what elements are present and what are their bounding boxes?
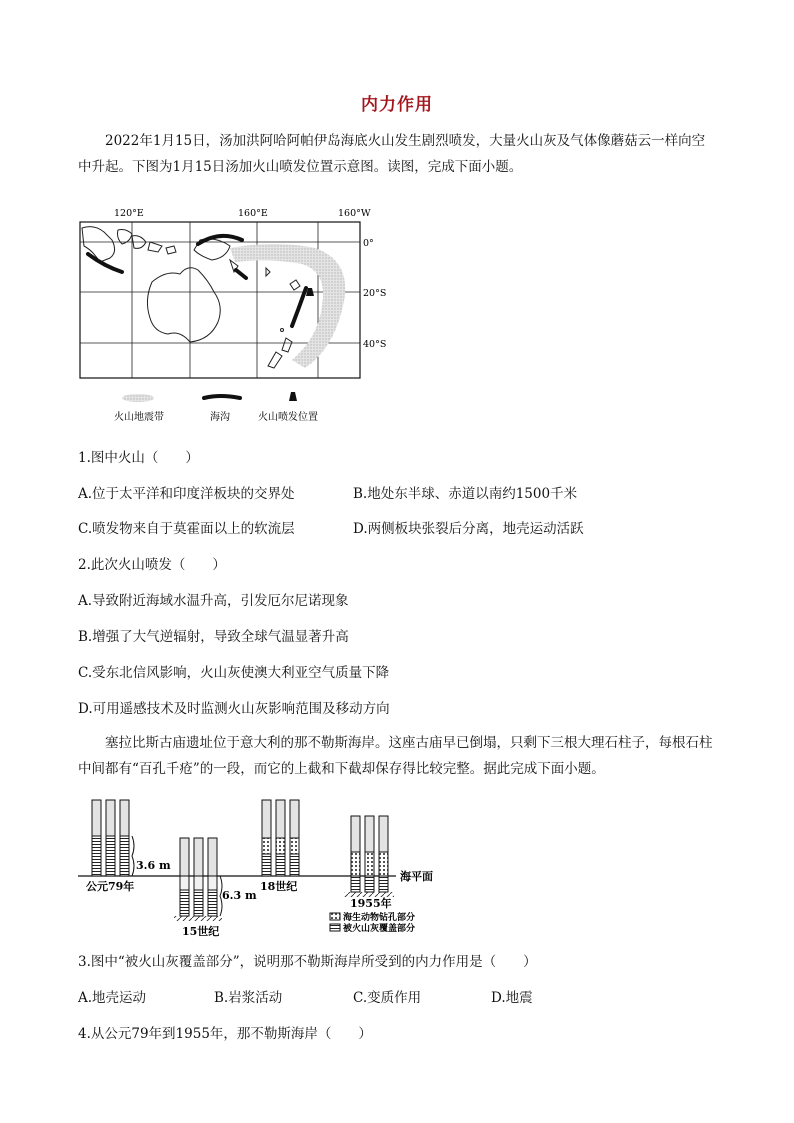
- q1-stem: 1.图中火山（ ）: [78, 450, 199, 466]
- q3-stem: 3.图中“被火山灰覆盖部分”，说明那不勒斯海岸所受到的内力作用是（ ）: [78, 954, 537, 970]
- lat-label-20s: 20°S: [363, 288, 387, 299]
- q3-option-c[interactable]: C.变质作用: [353, 990, 422, 1006]
- intro-paragraph-2: 塞拉比斯古庙遗址位于意大利的那不勒斯海岸。这座古庙早已倒塌，只剩下三根大理石柱子，每根石柱中间都有“百孔千疮”的一段，而它的上截和下截却保存得比较完整。据此完成下面小题。: [78, 735, 713, 777]
- legend-trench-label: 海沟: [210, 412, 230, 423]
- legend-ash-label: 被火山灰覆盖部分: [343, 924, 416, 934]
- q1-option-b[interactable]: B.地处东半球、赤道以南约1500千米: [353, 486, 578, 502]
- serapis-columns-diagram: [78, 792, 478, 940]
- lat-label-40s: 40°S: [363, 339, 387, 350]
- columns-1955: [344, 816, 394, 897]
- q1-option-a[interactable]: A.位于太平洋和印度洋板块的交界处: [78, 486, 295, 502]
- tonga-volcano-map: [70, 200, 387, 432]
- columns-15th-century: [174, 838, 222, 921]
- q2-option-b[interactable]: B.增强了大气逆辐射，导致全球气温显著升高: [78, 629, 349, 645]
- lon-label-160e: 160°E: [238, 208, 268, 219]
- lon-label-120e: 120°E: [114, 208, 144, 219]
- legend-eruption-label: 火山喷发位置: [258, 412, 318, 423]
- q4-stem: 4.从公元79年到1955年，那不勒斯海岸（ ）: [78, 1026, 372, 1042]
- dimension-6-3m: 6.3 m: [222, 889, 257, 902]
- q1-option-d[interactable]: D.两侧板块张裂后分离，地壳运动活跃: [353, 521, 584, 537]
- label-15th-century: 15世纪: [182, 925, 220, 938]
- legend-eruption-symbol: [289, 392, 297, 401]
- legend-volcanic-belt-label: 火山地震带: [114, 412, 164, 423]
- legend-boring-symbol: [330, 913, 340, 920]
- dimension-3-6m: 3.6 m: [136, 859, 171, 872]
- sea-level-label: 海平面: [400, 870, 433, 883]
- legend-trench-symbol: [204, 396, 240, 398]
- q1-option-c[interactable]: C.喷发物来自于莫霍面以上的软流层: [78, 521, 295, 537]
- label-1955: 1955年: [350, 897, 392, 910]
- page-title: 内力作用: [361, 95, 433, 115]
- legend-boring-label: 海生动物钻孔部分: [343, 913, 416, 923]
- legend-volcanic-belt-symbol: [122, 394, 154, 402]
- q2-option-a[interactable]: A.导致附近海域水温升高，引发厄尔尼诺现象: [78, 593, 349, 609]
- q2-stem: 2.此次火山喷发（ ）: [78, 557, 226, 573]
- q3-option-d[interactable]: D.地震: [491, 990, 533, 1006]
- columns-ad79: [92, 800, 134, 876]
- intro-paragraph-1: 2022年1月15日，汤加洪阿哈阿帕伊岛海底火山发生剧烈喷发，大量火山灰及气体像蘑菇云一样向空中升起。下图为1月15日汤加火山喷发位置示意图。读图，完成下面小题。: [78, 133, 706, 175]
- lat-label-0: 0°: [363, 238, 374, 249]
- q2-option-c[interactable]: C.受东北信风影响，火山灰使澳大利亚空气质量下降: [78, 665, 390, 681]
- label-18th-century: 18世纪: [260, 880, 298, 893]
- lon-label-160w: 160°W: [338, 208, 371, 219]
- columns-18th-century: [262, 800, 299, 876]
- legend-ash-symbol: [330, 924, 340, 931]
- q2-option-d[interactable]: D.可用遥感技术及时监测火山灰影响范围及移动方向: [78, 701, 390, 717]
- q3-option-a[interactable]: A.地壳运动: [78, 990, 147, 1006]
- label-ad79: 公元79年: [86, 880, 135, 893]
- q3-option-b[interactable]: B.岩浆活动: [214, 990, 283, 1006]
